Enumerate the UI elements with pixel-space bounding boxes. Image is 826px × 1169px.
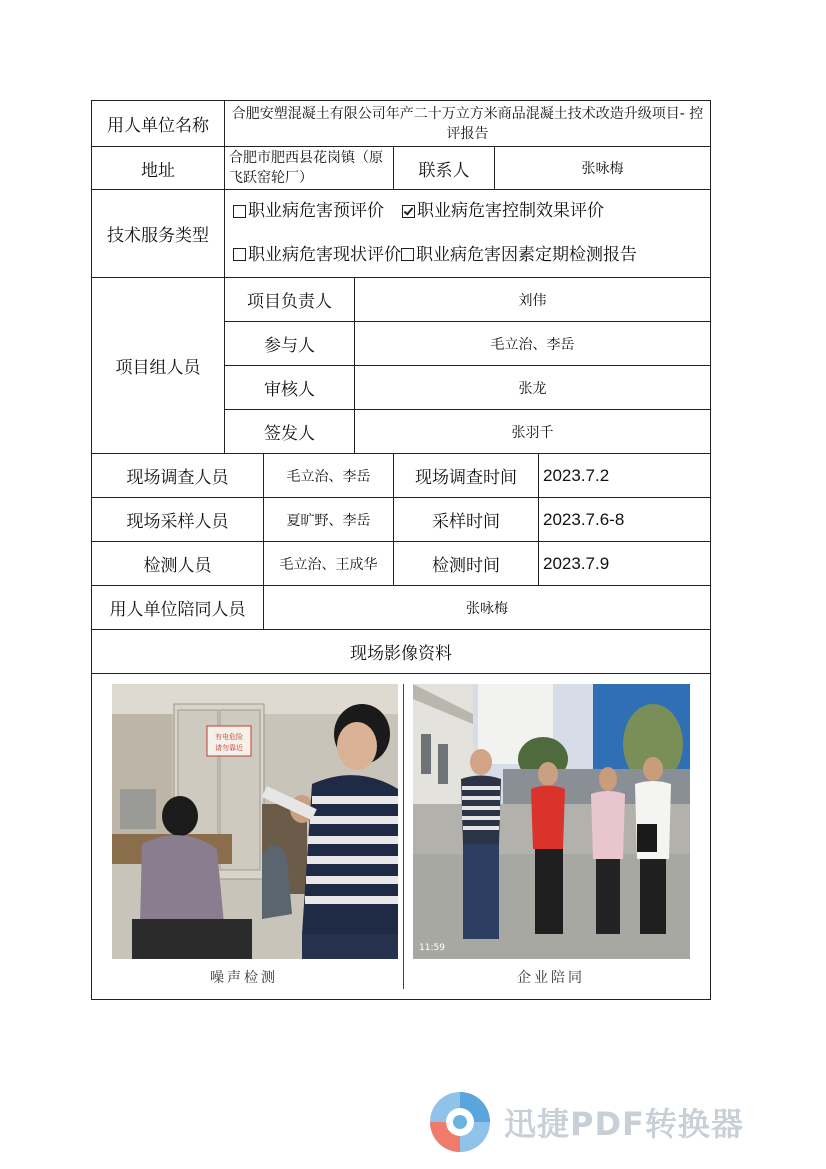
survey-staff-label: 现场调查人员 [92, 454, 264, 498]
testing-time-label: 检测时间 [394, 542, 539, 586]
photo-divider [403, 684, 404, 989]
checkbox-icon[interactable] [233, 205, 246, 218]
team-name: 刘伟 [355, 278, 711, 322]
checkbox-icon[interactable] [401, 248, 414, 261]
contact-value: 张咏梅 [495, 147, 711, 190]
testing-staff-value: 毛立治、王成华 [264, 542, 394, 586]
team-role: 审核人 [225, 366, 355, 410]
team-label: 项目组人员 [92, 278, 225, 454]
svg-text:请勿靠近: 请勿靠近 [215, 744, 243, 752]
contact-label: 联系人 [394, 147, 495, 190]
sampling-staff-label: 现场采样人员 [92, 498, 264, 542]
sampling-time-value: 2023.7.6-8 [539, 498, 711, 542]
noise-test-photo [112, 684, 398, 959]
service-label: 技术服务类型 [92, 190, 225, 278]
escort-value: 张咏梅 [264, 586, 711, 630]
photos-header: 现场影像资料 [92, 630, 711, 674]
team-name: 张羽千 [355, 410, 711, 454]
team-role: 签发人 [225, 410, 355, 454]
photos-cell [92, 674, 711, 1000]
service-option-pre-eval[interactable]: 职业病危害预评价 [233, 190, 384, 232]
checked-checkbox-icon[interactable] [402, 205, 415, 218]
watermark-text: 迅捷PDF转换器 [504, 1105, 744, 1143]
team-name: 张龙 [355, 366, 711, 410]
report-form [91, 100, 711, 1000]
address-value: 合肥市肥西县花岗镇（原飞跃窑轮厂） [225, 147, 394, 190]
escort-photo-image [413, 684, 690, 959]
svg-text:有电危险: 有电危险 [215, 733, 243, 741]
sampling-time-label: 采样时间 [394, 498, 539, 542]
escort-photo [413, 684, 690, 959]
photo-caption: 企业陪同 [517, 970, 585, 986]
survey-time-label: 现场调查时间 [394, 454, 539, 498]
escort-label: 用人单位陪同人员 [92, 586, 264, 630]
team-name: 毛立治、李岳 [355, 322, 711, 366]
testing-staff-label: 检测人员 [92, 542, 264, 586]
team-role: 参与人 [225, 322, 355, 366]
address-label: 地址 [92, 147, 225, 190]
noise-test-photo-image [112, 684, 398, 959]
service-option-periodic-report[interactable]: 职业病危害因素定期检测报告 [401, 234, 637, 276]
sampling-staff-value: 夏旷野、李岳 [264, 498, 394, 542]
unit-label: 用人单位名称 [92, 101, 225, 147]
survey-staff-value: 毛立治、李岳 [264, 454, 394, 498]
testing-time-value: 2023.7.9 [539, 542, 711, 586]
service-options [225, 190, 711, 278]
photo-caption: 噪声检测 [210, 970, 278, 986]
team-role: 项目负责人 [225, 278, 355, 322]
survey-time-value: 2023.7.2 [539, 454, 711, 498]
photo-timestamp: 11:59 [419, 943, 445, 953]
pdf-converter-watermark [428, 1090, 744, 1154]
unit-value: 合肥安塑混凝土有限公司年产二十万立方米商品混凝土技术改造升级项目- 控评报告 [225, 101, 711, 147]
converter-logo-icon [428, 1090, 492, 1154]
checkbox-icon[interactable] [233, 248, 246, 261]
service-option-status-eval[interactable]: 职业病危害现状评价 [233, 234, 401, 276]
service-option-control-eval[interactable]: 职业病危害控制效果评价 [402, 190, 604, 232]
